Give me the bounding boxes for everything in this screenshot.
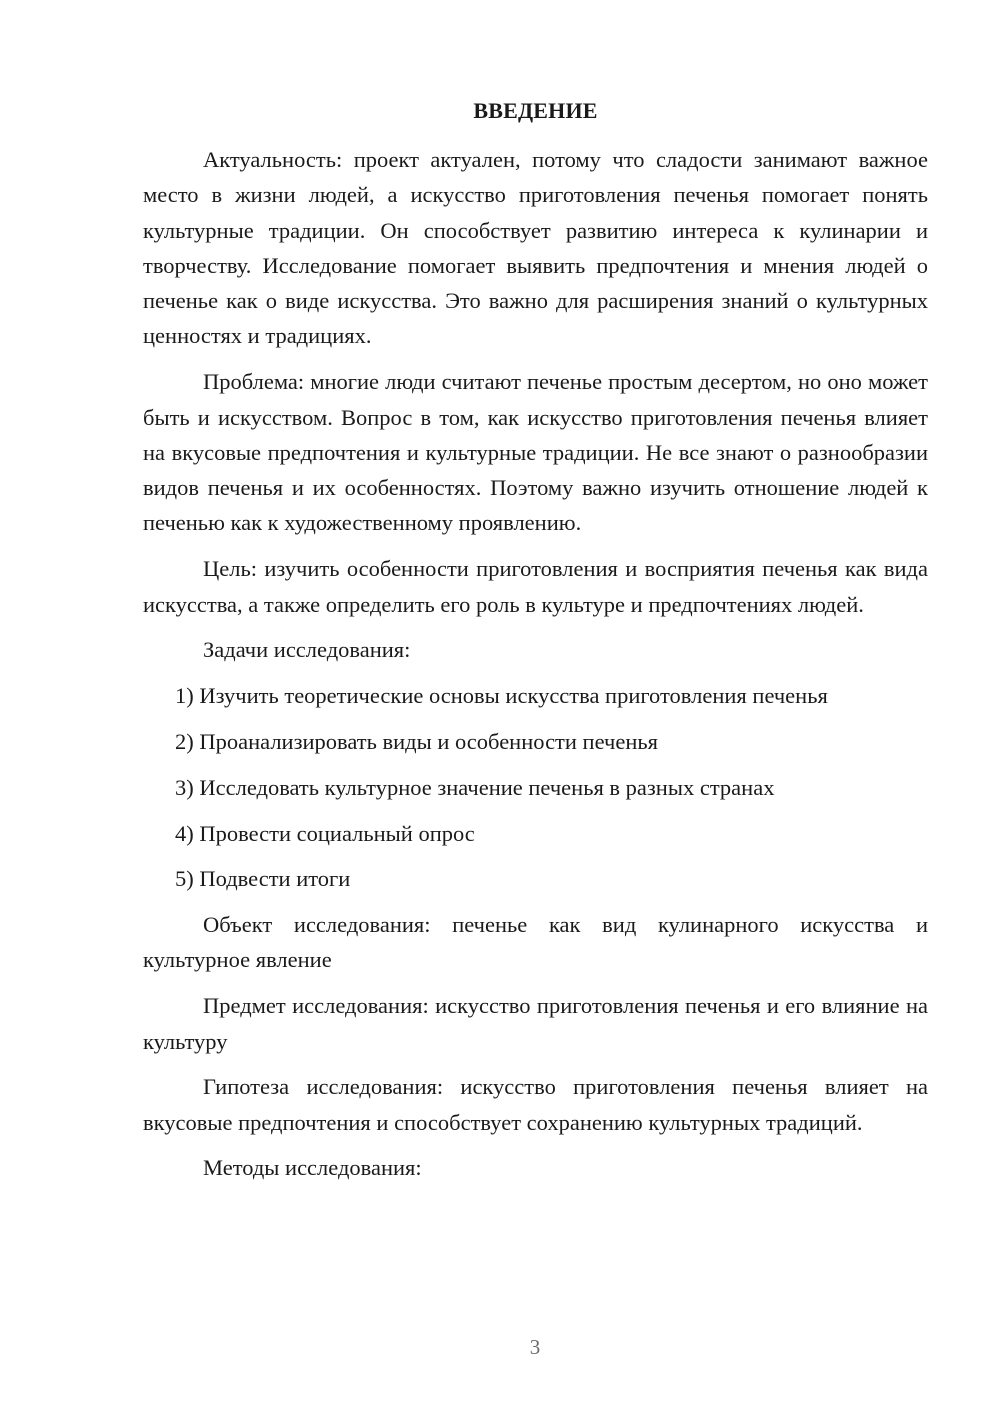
problem-paragraph: Проблема: многие люди считают печенье простым десертом, но оно может быть и искусством. Вопрос в том, как искусство приготовления печенья влияет на вкусовые предпочтения и культурные традиции. Не все знают о разнообразии видов печенья и их особенностях. Поэтому важно изучить отношение людей к печенью как к художественному проявлению.	[143, 369, 928, 536]
tasks-heading: Задачи исследования:	[203, 637, 411, 663]
tasks-list	[143, 678, 928, 896]
object-paragraph: Объект исследования: печенье как вид кулинарного искусства и культурное явление	[143, 912, 928, 973]
goal-paragraph: Цель: изучить особенности приготовления и восприятия печенья как вида искусства, а также определить его роль в культуре и предпочтениях людей.	[143, 556, 928, 617]
task-item-5: 5) Подвести итоги	[175, 866, 351, 892]
document-body	[143, 142, 928, 1196]
page-number: 3	[529, 1335, 541, 1359]
task-item-1: 1) Изучить теоретические основы искусства приготовления печенья	[175, 683, 828, 709]
page-title: ВВЕДЕНИЕ	[473, 98, 598, 123]
subject-paragraph: Предмет исследования: искусство приготовления печенья и его влияние на культуру	[143, 993, 928, 1054]
task-item-3: 3) Исследовать культурное значение печенья в разных странах	[175, 774, 775, 800]
relevance-paragraph: Актуальность: проект актуален, потому что сладости занимают важное место в жизни людей, а искусство приготовления печенья помогает понять культурные традиции. Он способствует развитию интереса к кулинарии и творчеству. Исследование помогает выявить предпочтения и мнения людей о печенье как о виде искусства. Это важно для расширения знаний о культурных ценностях и традициях.	[143, 147, 928, 349]
task-item-2: 2) Проанализировать виды и особенности печенья	[175, 728, 658, 754]
task-item-4: 4) Провести социальный опрос	[175, 820, 475, 846]
methods-heading: Методы исследования:	[203, 1155, 422, 1181]
hypothesis-paragraph: Гипотеза исследования: искусство приготовления печенья влияет на вкусовые предпочтения и способствует сохранению культурных традиций.	[143, 1074, 928, 1135]
